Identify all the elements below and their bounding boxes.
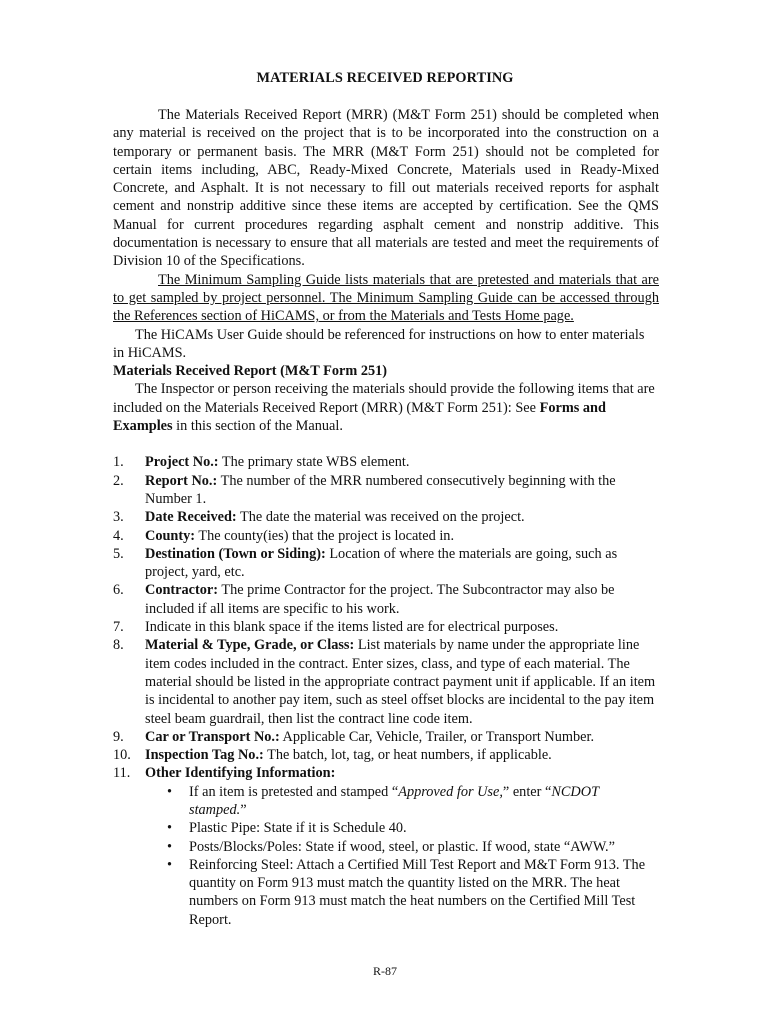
required-items-list <box>113 453 659 929</box>
item-label: Date Received: <box>145 509 237 526</box>
item-number: 11. <box>113 765 131 782</box>
bullet-text: Plastic Pipe: State if it is Schedule 40. <box>189 820 407 837</box>
item-number: 4. <box>113 527 124 544</box>
item-number: 6. <box>113 582 124 599</box>
item-text: The batch, lot, tag, or heat numbers, if applicable. <box>263 747 552 764</box>
spacer <box>113 435 659 453</box>
bullet-text: If an item is pretested and stamped “ <box>189 783 399 800</box>
item-label: Contractor: <box>145 582 219 599</box>
bullet-glyph: • <box>167 838 173 855</box>
forms-and-examples-ref: Forms and Examples <box>113 399 606 435</box>
item-label: Inspection Tag No.: <box>145 747 264 764</box>
bullet-glyph: • <box>167 856 173 873</box>
item-text: List materials by name under the appropriate line item codes included in the contract. Enter sizes, class, and type of each material. The material should be listed in the appropriate contract payment unit if applicable. If an item is incidental to another pay item, such as steel offset blocks are incidental to the pay item steel beam guardrail, then list the contract line code item. <box>145 637 656 727</box>
bullet-text: ” enter “ <box>502 783 552 800</box>
page-number: R-87 <box>373 964 397 978</box>
item-text: Indicate in this blank space if the items listed are for electrical purposes. <box>145 619 559 636</box>
item-label: Car or Transport No.: <box>145 728 280 745</box>
item-label: Material & Type, Grade, or Class: <box>145 637 355 654</box>
list-item <box>113 636 659 727</box>
bullet-item <box>167 783 659 820</box>
inspector-paragraph-text: The Inspector or person receiving the materials should provide the following items that are included on the Materials Received Report (MRR) (M&T Form 251): See <box>113 381 655 416</box>
item-text: Location of where the materials are going, such as project, yard, etc. <box>145 545 618 581</box>
item-number: 7. <box>113 619 124 636</box>
hicams-guide-paragraph: The HiCAMs User Guide should be referenced for instructions on how to enter materials in HiCAMS. <box>113 326 645 361</box>
list-item <box>113 527 659 545</box>
item-text: The county(ies) that the project is located in. <box>195 527 455 544</box>
item-number: 5. <box>113 545 124 562</box>
list-item <box>113 618 659 636</box>
item-number: 9. <box>113 728 124 745</box>
item-number: 2. <box>113 472 124 489</box>
item-label: Report No.: <box>145 472 218 489</box>
list-item <box>113 545 659 582</box>
item-label: Project No.: <box>145 454 219 471</box>
item-number: 3. <box>113 509 124 526</box>
list-item <box>113 508 659 526</box>
bullet-text: ” <box>240 801 247 818</box>
item-text: The number of the MRR numbered consecutively beginning with the Number 1. <box>145 472 616 507</box>
bullet-item <box>167 819 659 837</box>
identifying-info-bullets <box>145 783 659 929</box>
sampling-guide-paragraph: The Minimum Sampling Guide lists materials that are pretested and materials that are to get sampled by project personnel. The Minimum Sampling Guide can be accessed through the References section of HiCAMS, or from the Materials and Tests Home page. <box>113 271 659 325</box>
item-text: Applicable Car, Vehicle, Trailer, or Transport Number. <box>279 728 595 745</box>
item-label: Destination (Town or Siding): <box>145 545 326 562</box>
list-item <box>113 728 659 746</box>
list-item <box>113 764 659 929</box>
item-text: The date the material was received on the project. <box>236 509 525 526</box>
item-number: 1. <box>113 454 124 471</box>
inspector-paragraph-tail: in this section of the Manual. <box>172 418 343 435</box>
item-label: Other Identifying Information: <box>145 765 336 782</box>
bullet-italic: NCDOT stamped. <box>189 783 599 818</box>
bullet-text: Posts/Blocks/Poles: State if wood, steel, or plastic. If wood, state “AWW.” <box>189 838 615 855</box>
list-item <box>113 472 659 509</box>
document-body <box>113 106 659 929</box>
inspector-paragraph <box>113 380 659 435</box>
bullet-item <box>167 838 659 856</box>
bullet-glyph: • <box>167 783 173 800</box>
item-text: The primary state WBS element. <box>218 454 410 471</box>
bullet-item <box>167 856 659 929</box>
item-text: The prime Contractor for the project. The Subcontractor may also be included if all items are specific to his work. <box>145 582 615 617</box>
section-heading: Materials Received Report (M&T Form 251) <box>113 363 388 380</box>
bullet-text: Reinforcing Steel: Attach a Certified Mill Test Report and M&T Form 913. The quantity on Form 913 must match the quantity listed on the MRR. The heat numbers on Form 913 must match the heat numbers on the Certified Mill Test Report. <box>189 856 646 928</box>
item-label: County: <box>145 527 196 544</box>
list-item <box>113 746 659 764</box>
list-item <box>113 581 659 618</box>
item-number: 10. <box>113 747 131 764</box>
item-number: 8. <box>113 637 124 654</box>
bullet-italic: Approved for Use, <box>398 783 503 800</box>
intro-paragraph: The Materials Received Report (MRR) (M&T Form 251) should be completed when any material is received on the project that is to be incorporated into the construction on a temporary or permanent basis. The MRR (M&T Form 251) should not be completed for certain items including, ABC, Ready-Mixed Concrete, Materials used in Ready-Mixed Concrete, and Asphalt. It is not necessary to fill out materials received reports for asphalt cement and nonstrip additive since these items are accepted by certification. See the QMS Manual for current procedures regarding asphalt cement and nonstrip additive. This documentation is necessary to ensure that all materials are tested and meet the requirements of Division 10 of the Specifications. <box>113 107 659 270</box>
list-item <box>113 453 659 471</box>
page-title: MATERIALS RECEIVED REPORTING <box>256 70 514 86</box>
bullet-glyph: • <box>167 820 173 837</box>
